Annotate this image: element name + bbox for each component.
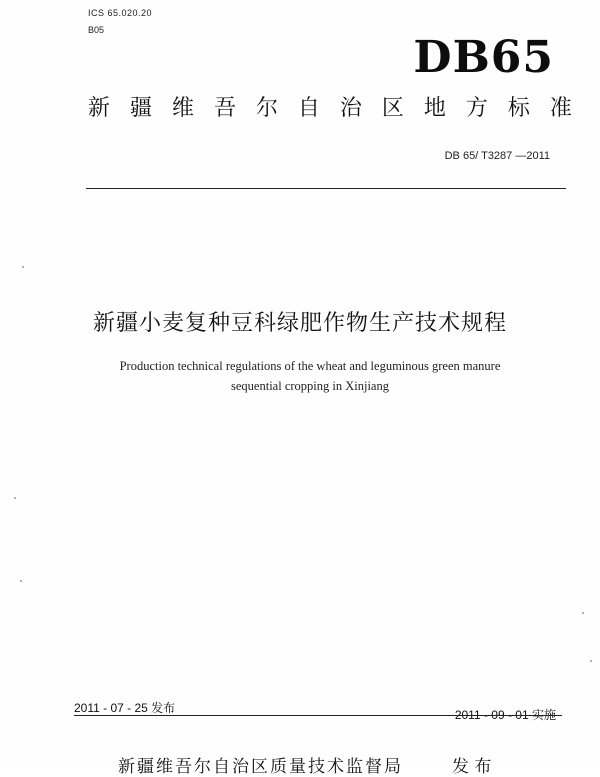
standard-type-char: 吾 <box>213 96 236 121</box>
standard-type-char: 新 <box>88 96 111 121</box>
standard-type-char: 自 <box>297 96 320 121</box>
footer-divider <box>74 715 562 716</box>
standard-type-char: 区 <box>381 96 404 121</box>
db-logo: DB65 <box>413 32 554 83</box>
implementation-date: 2011 - 09 - 01 实施 <box>454 708 556 722</box>
standard-type-char: 疆 <box>129 96 152 121</box>
document-title-english <box>60 356 560 396</box>
ccs-code: B05 <box>88 25 105 35</box>
header-divider <box>86 188 566 189</box>
standard-type-char: 准 <box>549 96 572 121</box>
scan-speck <box>590 660 592 662</box>
standard-type-heading <box>88 98 572 120</box>
scan-speck <box>20 580 22 582</box>
standard-type-char: 地 <box>423 96 446 121</box>
scan-speck <box>22 266 24 268</box>
standard-type-char: 维 <box>171 96 194 121</box>
standard-type-char: 标 <box>507 96 530 121</box>
standard-type-char: 尔 <box>255 96 278 121</box>
english-title-line-1: Production technical regulations of the wheat and leguminous green manure <box>119 359 501 373</box>
issue-date: 2011 - 07 - 25 发布 <box>74 701 176 715</box>
issuing-authority: 新疆维吾尔自治区质量技术监督局 <box>118 757 403 777</box>
scan-speck <box>14 497 16 499</box>
standard-type-char: 方 <box>465 96 488 121</box>
standard-type-char: 治 <box>339 96 362 121</box>
scan-speck <box>582 612 584 614</box>
english-title-line-2: sequential cropping in Xinjiang <box>231 379 389 393</box>
document-title-chinese: 新疆小麦复种豆科绿肥作物生产技术规程 <box>92 311 507 336</box>
issue-action: 发 布 <box>452 757 492 777</box>
ics-code: ICS 65.020.20 <box>88 8 153 18</box>
standard-number: DB 65/ T3287 —2011 <box>444 150 550 162</box>
